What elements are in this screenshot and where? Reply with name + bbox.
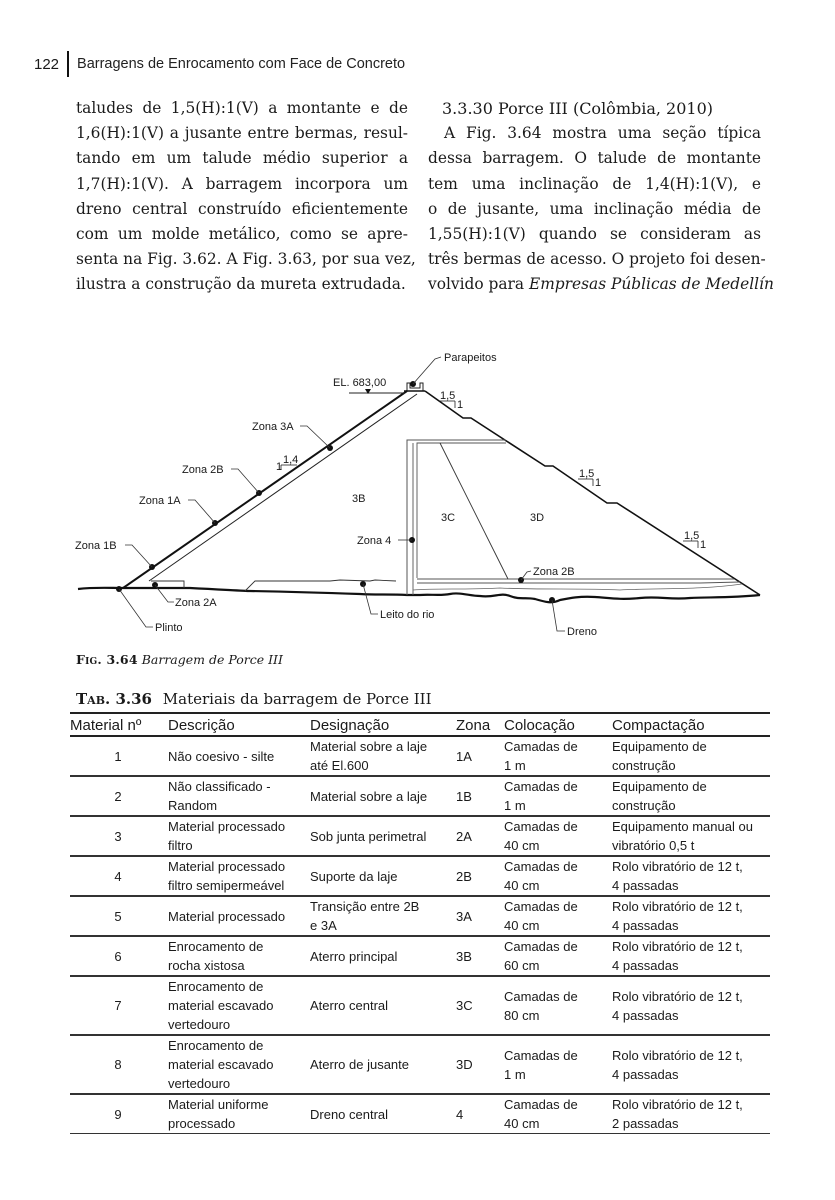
column-header: Colocação [502,713,610,736]
description-cell [166,816,308,856]
drain-lower-boundary [413,584,742,590]
material-number-cell: 8 [70,1035,166,1094]
slope-h-value: 1,5 [440,390,456,402]
text-line: dreno central construído eficientemente [76,199,408,218]
zone-cell: 2A [454,816,502,856]
table-row [70,936,770,976]
description-cell [166,856,308,896]
description-cell [166,896,308,936]
cell-text-line: Não classificado - [168,779,271,794]
cell-text-line: Rolo vibratório de 12 t, [612,939,743,954]
placement-cell [502,976,610,1035]
slope-v-value: 1 [700,539,707,551]
compaction-cell [610,1094,770,1134]
cell-text-line: Aterro principal [310,948,398,964]
description-cell [166,1094,308,1134]
left-column-text [76,96,416,298]
cell-text-line: filtro [168,838,193,853]
cell-text-line: e 3A [310,918,337,933]
zona-3a-label: Zona 3A [252,421,294,433]
table-body [70,736,770,1134]
text-line: o de jusante, uma inclinação média de [428,199,761,218]
column-header: Zona [454,713,502,736]
cell-text-line: Rolo vibratório de 12 t, [612,859,743,874]
slope-h-value: 1,4 [283,454,299,466]
text-line: A Fig. 3.64 mostra uma seção típica [444,124,761,143]
designation-cell [308,856,454,896]
compaction-cell [610,896,770,936]
zona-4-chimney-drain [407,440,506,595]
dreno-label: Dreno [567,626,597,638]
placement-cell [502,1035,610,1094]
text-line: senta na Fig. 3.62. A Fig. 3.63, por sua vez, [76,250,416,269]
upstream-slope-indicator [276,454,298,473]
parapeitos-leader [413,357,441,384]
material-number-cell: 5 [70,896,166,936]
placement-cell [502,856,610,896]
cell-text-line: Equipamento de [612,779,707,794]
placement-cell [502,1094,610,1134]
cell-text-line: Material processado [168,859,286,874]
zona-2b-upstream-label: Zona 2B [182,464,224,476]
cell-text-line: Transição entre 2B [310,899,420,914]
compaction-cell [610,976,770,1035]
materials-table [70,712,770,1134]
description-cell [166,936,308,976]
column-header: Material nº [70,713,166,736]
cell-text-line: processado [168,1116,236,1131]
cell-text-line: 1 m [504,1066,526,1082]
compaction-cell [610,1035,770,1094]
compaction-cell [610,816,770,856]
riverbed-outline [245,580,396,591]
cell-text-line: 40 cm [504,838,540,853]
cell-text-line: material escavado [168,1057,274,1072]
table-row [70,1094,770,1134]
cell-text-line: 2 passadas [612,1116,679,1131]
table-row [70,816,770,856]
zone-3c-label: 3C [441,512,456,524]
placement-cell [502,896,610,936]
table-row [70,736,770,776]
cell-text-line: filtro semipermeável [168,878,285,893]
slope-h-value: 1,5 [579,468,595,480]
downstream-face [425,391,760,595]
book-title: Barragens de Enrocamento com Face de Concreto [77,56,406,72]
cell-text-line: 80 cm [504,1007,540,1023]
page-number: 122 [34,55,60,73]
cell-text-line: Material processado [168,819,286,834]
material-number-cell: 1 [70,736,166,776]
cell-text-line: construção [612,758,676,773]
cell-text-line: 4 passadas [612,958,679,973]
section-title: Porce III (Colômbia, 2010) [497,99,714,118]
slope-v-value: 1 [595,477,602,489]
text-fragment: volvido para [428,275,529,294]
table-caption-text: Materiais da barragem de Porce III [162,690,432,708]
zona-1b-leader [125,545,152,567]
leito-do-rio-label: Leito do rio [380,609,435,621]
compaction-cell [610,936,770,976]
text-line: taludes de 1,5(H):1(V) a montante e de [76,99,408,117]
description-cell [166,776,308,816]
right-column-text [428,96,774,298]
table-caption-tag: Tab. 3.36 [76,690,152,708]
designation-cell [308,936,454,976]
zona-2b-drain-label: Zona 2B [533,566,575,578]
text-line: com um molde metálico, como se apre- [76,225,408,244]
header-divider [67,51,69,77]
cell-text-line: Rolo vibratório de 12 t, [612,988,743,1004]
table-row [70,856,770,896]
cell-text-line: Aterro central [310,998,389,1013]
cell-text-line: vertedouro [168,1076,231,1091]
cell-text-line: 4 passadas [612,878,679,893]
cell-text-line: Material sobre a laje [310,788,428,804]
cell-text-line: Equipamento de [612,739,707,754]
designation-cell [308,896,454,936]
cell-text-line: Camadas de [504,1097,578,1112]
section-number: 3.3.30 [442,99,493,118]
text-line: 1,6(H):1(V) a jusante entre bermas, resul- [76,124,408,143]
cell-text-line: rocha xistosa [168,958,245,973]
horizontal-drain [417,579,740,583]
description-cell [166,736,308,776]
elevation-label: EL. 683,00 [333,377,387,389]
zona-2a-label: Zona 2A [175,597,217,609]
cell-text-line: 40 cm [504,878,540,893]
cell-text-line: Suporte da laje [310,868,398,884]
zona-4-inner [413,443,506,595]
zone-cell: 3B [454,936,502,976]
cell-text-line: Material processado [168,908,286,924]
description-cell [166,976,308,1035]
cell-text-line: Enrocamento de [168,979,264,994]
designation-cell [308,776,454,816]
parapeitos-label: Parapeitos [444,352,497,364]
table-caption [76,690,432,708]
cell-text-line: 40 cm [504,1116,540,1131]
cell-text-line: Camadas de [504,939,578,954]
cell-text-line: Material sobre a laje [310,739,428,754]
column-header: Compactação [610,713,770,736]
compaction-cell [610,776,770,816]
compaction-cell [610,856,770,896]
table-header-row [70,713,770,736]
slope-v-value: 1 [276,461,283,473]
cell-text-line: Sob junta perimetral [310,828,427,844]
zone-cell: 3D [454,1035,502,1094]
cell-text-line: 4 passadas [612,1007,679,1023]
table-row [70,1035,770,1094]
designation-cell [308,976,454,1035]
column-header: Descrição [166,713,308,736]
cell-text-line: Camadas de [504,779,578,794]
zone-3c-3d-boundary [440,443,508,579]
placement-cell [502,936,610,976]
cell-text-line: até El.600 [310,758,369,773]
figure-caption-text: Barragem de Porce III [141,652,283,667]
table-row [70,896,770,936]
zone-cell: 3A [454,896,502,936]
zone-cell: 4 [454,1094,502,1134]
cell-text-line: Enrocamento de [168,1038,264,1053]
dreno-leader [552,600,565,631]
cell-text-line: 1 m [504,758,526,773]
cell-text-line: Camadas de [504,899,578,914]
zona-3a-leader [300,426,330,448]
designation-cell [308,1035,454,1094]
cell-text-line: Material uniforme [168,1097,269,1112]
description-cell [166,1035,308,1094]
zone-3b-label: 3B [352,493,366,505]
designation-cell [308,1094,454,1134]
designation-cell [308,736,454,776]
section-heading [428,96,761,121]
zona-1b-label: Zona 1B [75,540,117,552]
plinto-leader [119,589,153,627]
text-line [428,272,774,297]
text-line: dessa barragem. O talude de montante [428,149,761,168]
dam-section-figure [0,340,835,650]
zone-cell: 3C [454,976,502,1035]
downstream-slope-indicator-1 [439,390,463,411]
text-line: três bermas de acesso. O projeto foi desen- [428,250,766,269]
cell-text-line: Camadas de [504,1047,578,1063]
zone-3d-label: 3D [530,512,545,524]
cell-text-line: vibratório 0,5 t [612,838,695,853]
table-row [70,776,770,816]
cell-text-line: Não coesivo - silte [168,748,275,764]
dam-section-drawing [0,340,835,650]
text-line: tando em um talude médio superior a [76,149,408,168]
material-number-cell: 6 [70,936,166,976]
cell-text-line: Camadas de [504,859,578,874]
text-line: ilustra a construção da mureta extrudada. [76,275,406,294]
cell-text-line: Enrocamento de [168,939,264,954]
zona-2b-upstream-leader [231,469,259,493]
text-line: tem uma inclinação de 1,4(H):1(V), e [428,174,761,193]
material-number-cell: 2 [70,776,166,816]
running-head [34,50,405,78]
cell-text-line: Equipamento manual ou [612,819,753,834]
zone-cell: 2B [454,856,502,896]
placement-cell [502,736,610,776]
cell-text-line: construção [612,798,676,813]
cell-text-line: Camadas de [504,819,578,834]
zone-cell: 1A [454,736,502,776]
text-line: 1,7(H):1(V). A barragem incorpora um [76,174,408,193]
cell-text-line: vertedouro [168,1017,231,1032]
plinto-label: Plinto [155,622,183,634]
italic-company-name: Empresas Públicas de Medellín [528,275,774,294]
cell-text-line: 4 passadas [612,1066,679,1082]
material-number-cell: 7 [70,976,166,1035]
cell-text-line: Aterro de jusante [310,1057,410,1072]
cell-text-line: Rolo vibratório de 12 t, [612,899,743,914]
designation-cell [308,816,454,856]
figure-caption [76,652,283,667]
slope-v-value: 1 [457,399,464,411]
cell-text-line: Random [168,798,218,813]
text-line: 1,55(H):1(V) quando se consideram as [428,225,761,244]
cell-text-line: Rolo vibratório de 12 t, [612,1097,743,1112]
material-number-cell: 3 [70,816,166,856]
zona-1a-label: Zona 1A [139,495,181,507]
table-row [70,976,770,1035]
cell-text-line: 60 cm [504,958,540,973]
zone-cell: 1B [454,776,502,816]
figure-caption-tag: Fig. 3.64 [76,652,138,667]
zona-1a-leader [188,500,215,523]
cell-text-line: 40 cm [504,918,540,933]
placement-cell [502,816,610,856]
zona-4-label: Zona 4 [357,535,392,547]
slope-h-value: 1,5 [684,530,700,542]
cell-text-line: 4 passadas [612,918,679,933]
cell-text-line: Camadas de [504,739,578,754]
column-header: Designação [308,713,454,736]
cell-text-line: Camadas de [504,988,578,1004]
placement-cell [502,776,610,816]
material-number-cell: 4 [70,856,166,896]
cell-text-line: Dreno central [310,1106,389,1122]
material-number-cell: 9 [70,1094,166,1134]
cell-text-line: material escavado [168,998,274,1013]
cell-text-line: Rolo vibratório de 12 t, [612,1047,743,1063]
compaction-cell [610,736,770,776]
leito-do-rio-leader [363,584,378,614]
cell-text-line: 1 m [504,798,526,813]
